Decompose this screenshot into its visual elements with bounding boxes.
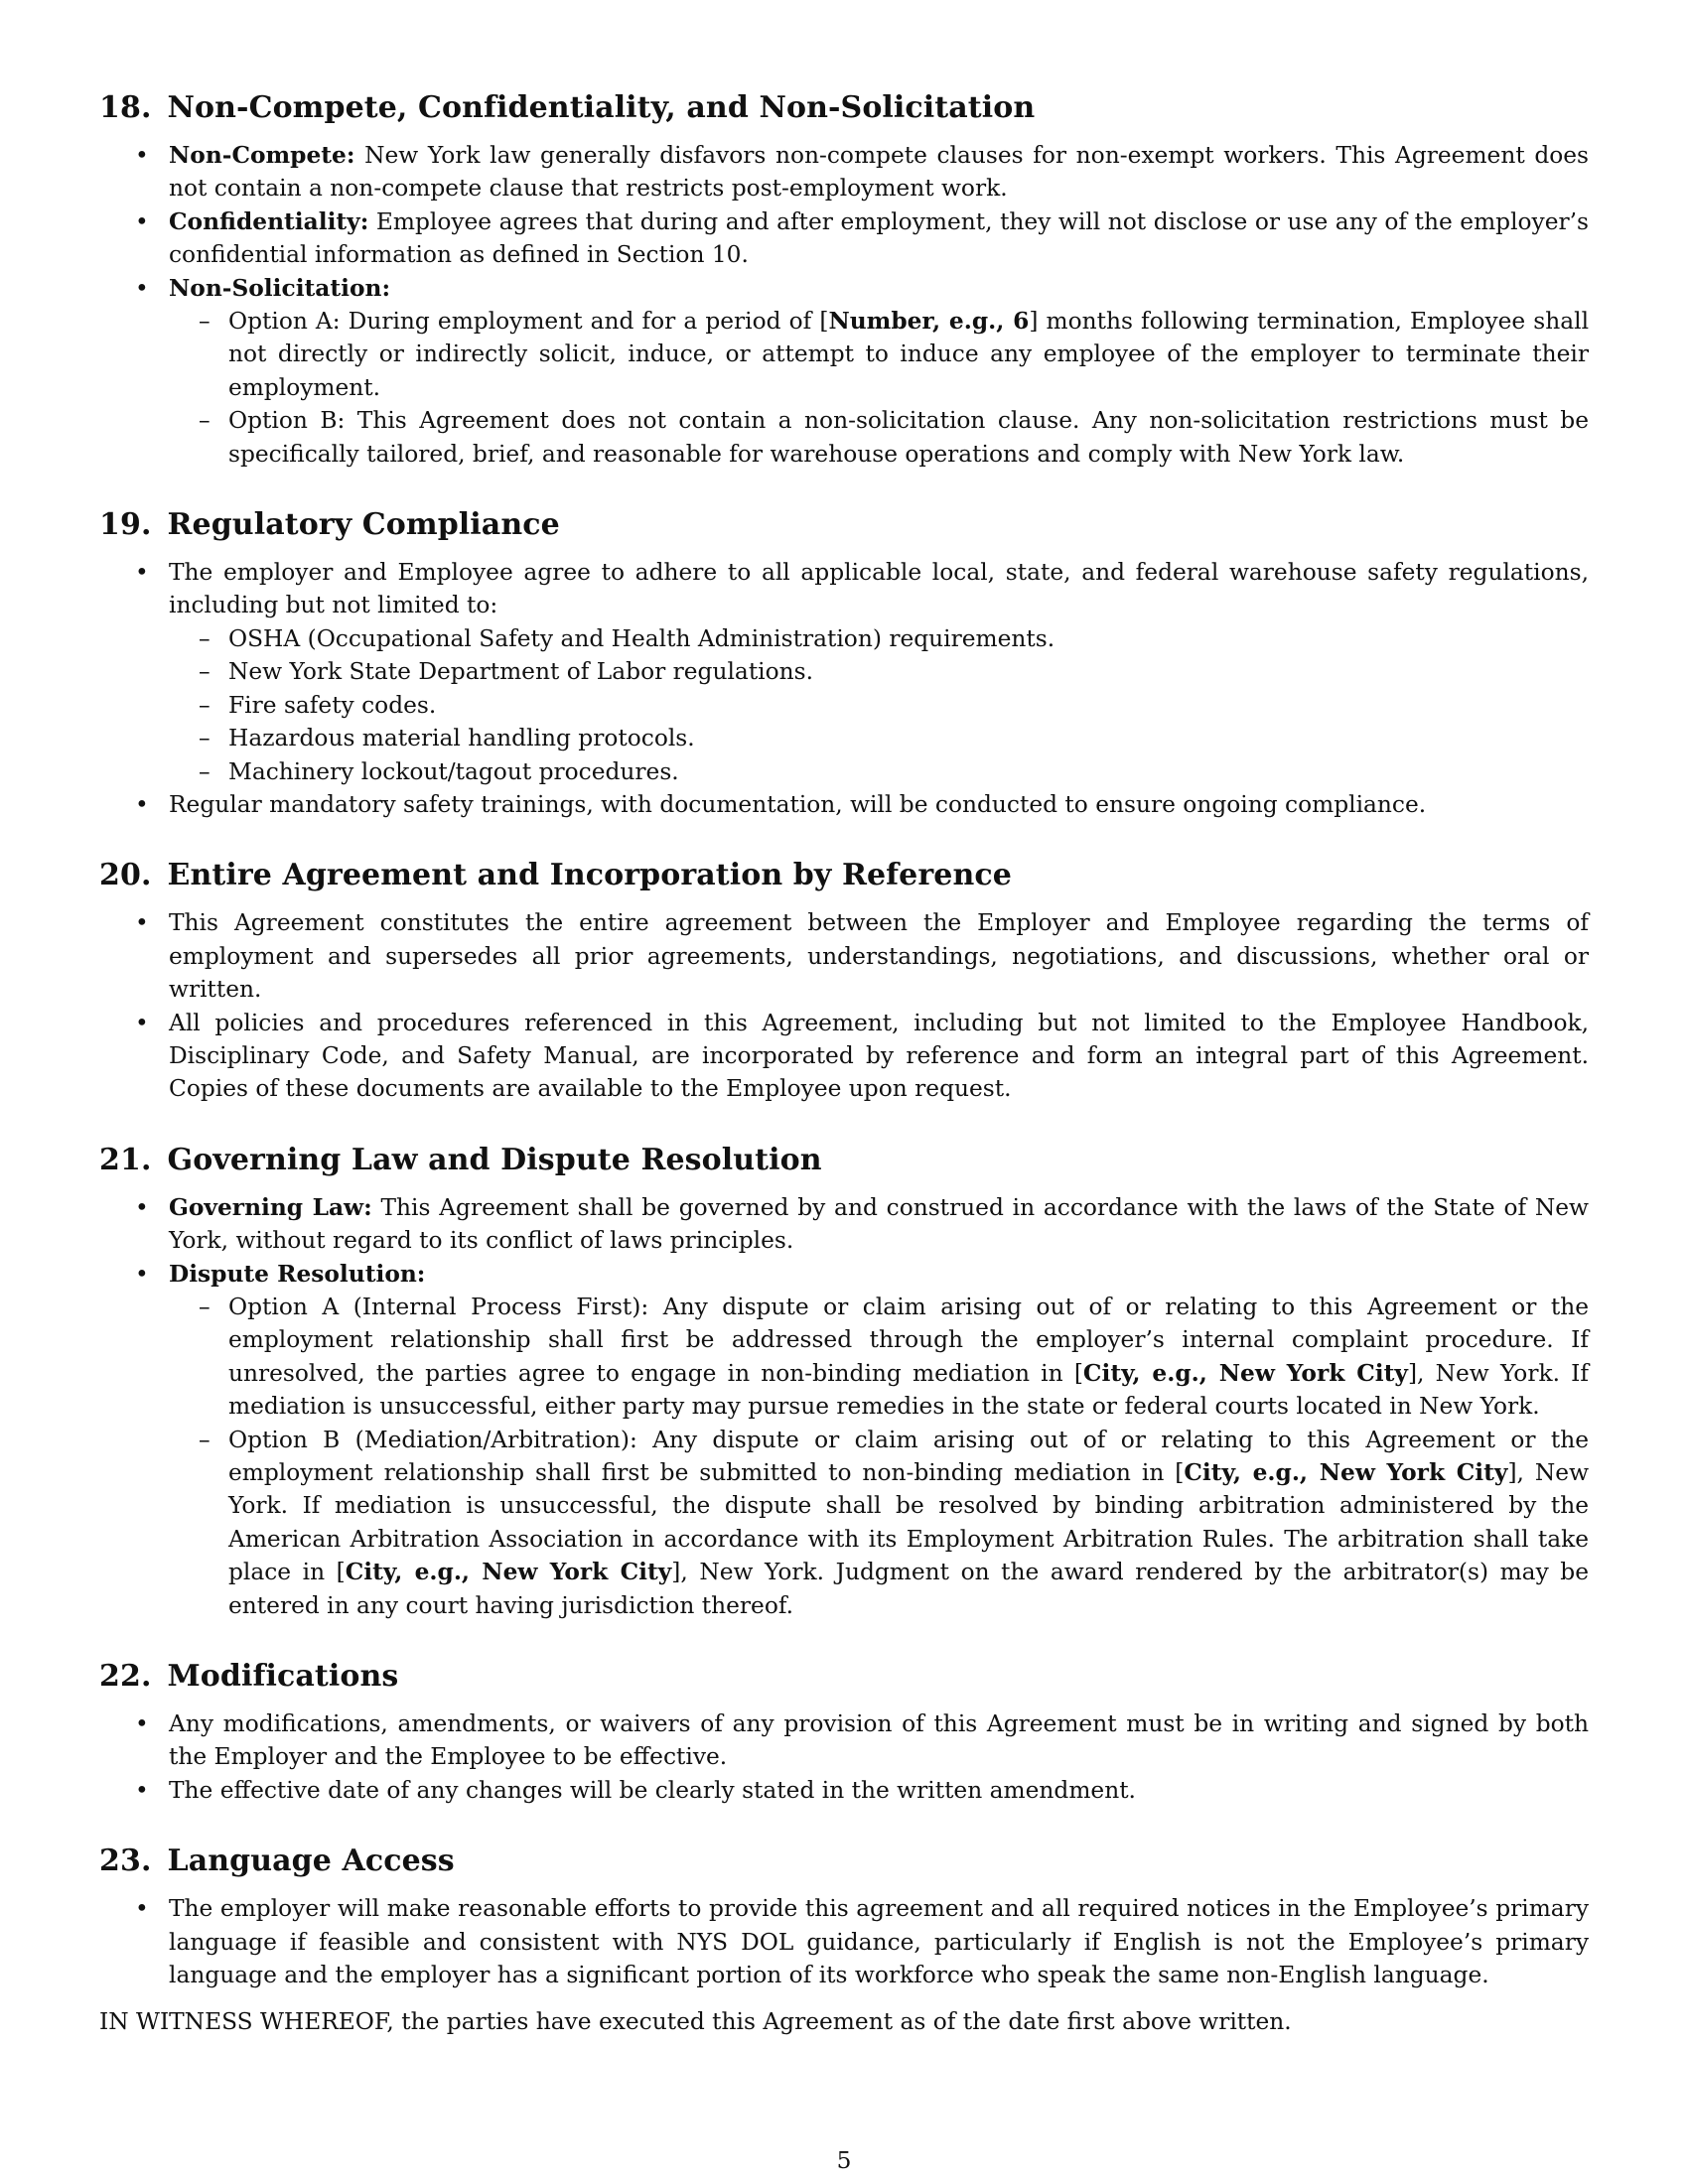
list-item (99, 139, 1589, 205)
section-heading (99, 89, 1589, 127)
item-text: Employee agrees that during and after employment, they will not disclose or use any of the employer’s confidential information as defined in Section 10. (169, 207, 1590, 269)
placeholder-value: City, e.g., New York City (1082, 1359, 1408, 1387)
item-text: This Agreement shall be governed by and construed in accordance with the laws of the State of New York, without regard to its conflict of laws principles. (169, 1193, 1589, 1255)
section-heading (99, 857, 1589, 894)
section-title: Non-Compete, Confidentiality, and Non-Solicitation (167, 90, 1036, 125)
placeholder-value: City, e.g., New York City (345, 1559, 672, 1586)
list-item: • The effective date of any changes will be clearly stated in the written amendment. (99, 1774, 1589, 1807)
bullet-list (99, 906, 1589, 1105)
section-19 (99, 506, 1589, 821)
item-text: The employer and Employee agree to adhere to all applicable local, state, and federal warehouse safety regulations, including but not limited to: (169, 559, 1589, 619)
section-heading (99, 1658, 1589, 1696)
item-label: Confidentiality: (169, 207, 369, 235)
sub-list-item: – Option B: This Agreement does not contain a non-solicitation clause. Any non-solicitation restrictions must be specifically tailored, brief, and reasonable for warehouse operations and comply with New York law. (169, 404, 1589, 471)
sub-list-item: – Fire safety codes. (169, 689, 1589, 722)
item-text: New York law generally disfavors non-compete clauses for non-exempt workers. This Agreement does not contain a non-compete clause that restricts post-employment work. (169, 142, 1590, 203)
section-number: 20. (99, 858, 152, 893)
section-title: Governing Law and Dispute Resolution (167, 1142, 822, 1177)
list-item: • All policies and procedures referenced in this Agreement, including but not limited to the Employee Handbook, Disciplinary Code, and Safety Manual, are incorporated by reference and form an integral part of this Agreement. Copies of these documents are available to the Employee upon request. (99, 1007, 1589, 1106)
section-heading (99, 1142, 1589, 1179)
sub-list-item: – Machinery lockout/tagout procedures. (169, 755, 1589, 788)
item-label: Governing Law: (169, 1193, 372, 1221)
section-title: Entire Agreement and Incorporation by Reference (167, 858, 1012, 893)
list-item: • Any modifications, amendments, or waivers of any provision of this Agreement must be in writing and signed by both the Employer and the Employee to be effective. (99, 1707, 1589, 1774)
sub-list-item: – OSHA (Occupational Safety and Health Administration) requirements. (169, 622, 1589, 655)
list-item (99, 272, 1589, 471)
item-text: Option A: During employment and for a period of [ (228, 308, 829, 336)
document-page (99, 89, 1589, 2039)
section-heading (99, 506, 1589, 544)
sub-list (169, 305, 1589, 471)
list-item: • This Agreement constitutes the entire agreement between the Employer and Employee regarding the terms of employment and supersedes all prior agreements, understandings, negotiations, and discussions, whether oral or written. (99, 906, 1589, 1006)
bullet-list (99, 1191, 1589, 1622)
section-number: 22. (99, 1659, 152, 1695)
section-title: Regulatory Compliance (167, 507, 560, 543)
section-number: 23. (99, 1843, 152, 1879)
witness-clause: IN WITNESS WHEREOF, the parties have executed this Agreement as of the date first above written. (99, 2008, 1292, 2036)
placeholder-value: Number, e.g., 6 (828, 308, 1030, 336)
sub-list-item (169, 1424, 1589, 1622)
item-text: ] months following termination, Employee shall not directly or indirectly solicit, induce, or attempt to induce any employee of the employer to terminate their employment. (228, 308, 1590, 401)
section-22 (99, 1658, 1589, 1807)
bullet-list (99, 1892, 1589, 1991)
item-text: ], New York. If mediation is unsuccessful, the dispute shall be resolved by binding arbitration administered by the American Arbitration Association in accordance with its Employment Arbitration Rules. The arbitration shall take place in [ (228, 1459, 1590, 1586)
bullet-list (99, 139, 1589, 471)
sub-list-item (169, 1291, 1589, 1424)
section-21 (99, 1142, 1589, 1622)
sub-list-item: – New York State Department of Labor regulations. (169, 655, 1589, 688)
section-18 (99, 89, 1589, 471)
sub-list-item: – Hazardous material handling protocols. (169, 722, 1589, 754)
section-number: 19. (99, 507, 152, 543)
item-text: ], New York. If mediation is unsuccessful, either party may pursue remedies in the state or federal courts located in New York. (228, 1359, 1589, 1421)
bullet-list (99, 556, 1589, 821)
sub-list (169, 622, 1589, 788)
section-title: Language Access (167, 1843, 455, 1879)
list-item: • Regular mandatory safety trainings, with documentation, will be conducted to ensure ongoing compliance. (99, 788, 1589, 821)
list-item (99, 556, 1589, 788)
sub-list (169, 1291, 1589, 1622)
placeholder-value: City, e.g., New York City (1184, 1459, 1508, 1486)
sub-list-item (169, 305, 1589, 404)
list-item (99, 1258, 1589, 1622)
item-label: Non-Compete: (169, 142, 355, 169)
section-number: 18. (99, 90, 152, 125)
item-label: Non-Solicitation: (169, 274, 391, 302)
page-number: 5 (836, 2147, 852, 2174)
section-number: 21. (99, 1142, 152, 1177)
item-label: Dispute Resolution: (169, 1260, 426, 1288)
section-heading (99, 1843, 1589, 1880)
list-item (99, 205, 1589, 272)
section-20 (99, 857, 1589, 1105)
list-item (99, 1191, 1589, 1258)
item-text: ], New York. Judgment on the award rendered by the arbitrator(s) may be entered in any court having jurisdiction thereof. (228, 1559, 1589, 1619)
item-text: Option A (Internal Process First): Any dispute or claim arising out of or relating to this Agreement or the employment relationship shall first be addressed through the employer’s internal complaint procedure. If unresolved, the parties agree to engage in non-binding mediation in [ (228, 1293, 1589, 1387)
list-item: • The employer will make reasonable efforts to provide this agreement and all required notices in the Employee’s primary language if feasible and consistent with NYS DOL guidance, particularly if English is not the Employee’s primary language and the employer has a significant portion of its workforce who speak the same non-English language. (99, 1892, 1589, 1991)
section-title: Modifications (167, 1659, 399, 1695)
section-23 (99, 1843, 1589, 1991)
bullet-list (99, 1707, 1589, 1807)
item-text: Option B (Mediation/Arbitration): Any dispute or claim arising out of or relating to this Agreement or the employment relationship shall first be submitted to non-binding mediation in [ (228, 1426, 1589, 1486)
